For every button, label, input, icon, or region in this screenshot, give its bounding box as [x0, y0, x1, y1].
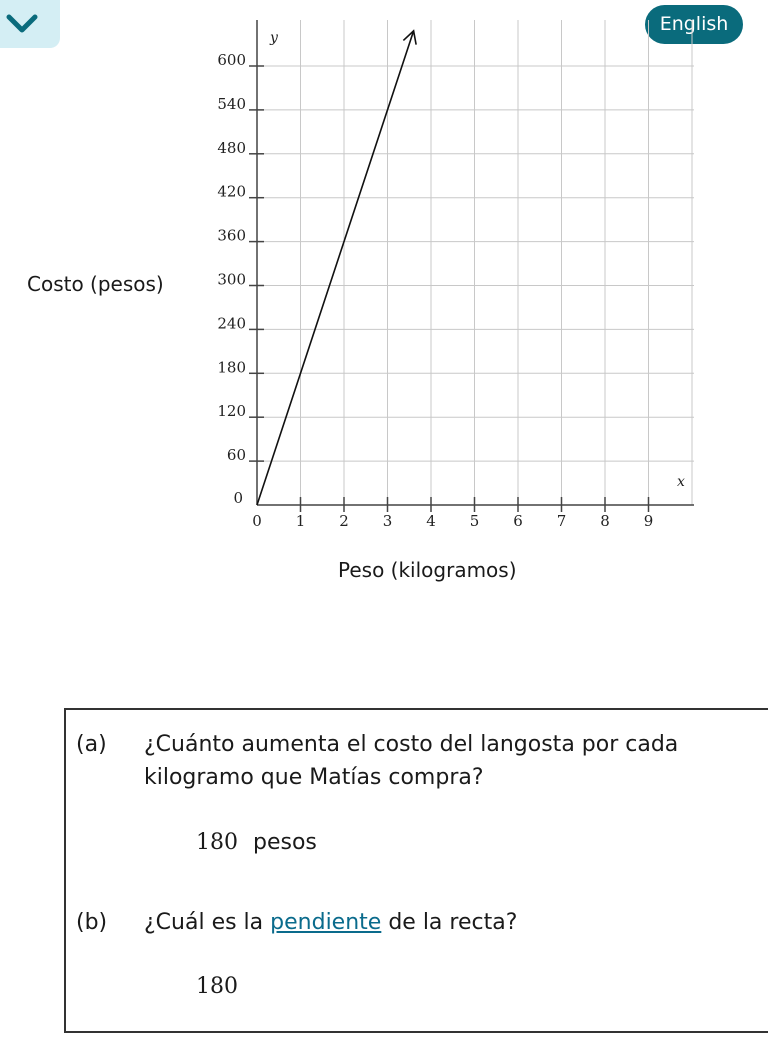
series-line — [257, 31, 414, 505]
chart-grid — [257, 20, 694, 505]
y-tick-label: 240 — [217, 314, 246, 333]
y-axis-variable: y — [270, 30, 278, 46]
chart-series — [257, 31, 416, 505]
y-tick-label: 420 — [217, 182, 246, 201]
x-tick-label: 1 — [295, 512, 306, 530]
question-b-text — [144, 906, 517, 939]
language-toggle-button[interactable]: English — [645, 5, 743, 44]
x-tick-label: 3 — [382, 512, 393, 530]
x-tick-label: 6 — [513, 512, 523, 530]
y-tick-label: 540 — [217, 94, 246, 113]
question-b-text-before: ¿Cuál es la — [144, 910, 271, 935]
y-tick-label: 480 — [217, 138, 246, 157]
answer-a — [196, 830, 317, 855]
x-tick-label: 5 — [469, 512, 480, 530]
chart-ticks — [217, 51, 653, 530]
x-axis-variable: x — [677, 474, 685, 490]
answer-a-value: 180 — [196, 830, 238, 855]
x-tick-label: 7 — [556, 512, 567, 530]
question-a-letter: (a) — [76, 732, 107, 757]
answer-b-value: 180 — [196, 974, 238, 999]
answer-b — [196, 974, 238, 999]
y-tick-label: 360 — [217, 226, 246, 245]
y-tick-label: 300 — [217, 270, 246, 289]
y-tick-label: 0 — [233, 489, 243, 507]
question-a-line1: ¿Cuánto aumenta el costo del langosta por cada — [144, 732, 679, 757]
y-tick-label: 60 — [226, 446, 246, 465]
question-b-text-after: de la recta? — [381, 910, 518, 935]
questions-panel — [64, 708, 768, 1033]
chart-axes — [257, 20, 694, 505]
y-tick-label: 120 — [217, 402, 246, 421]
x-axis-label: Peso (kilogramos) — [338, 558, 517, 582]
y-tick-label: 180 — [217, 358, 246, 377]
x-tick-label: 9 — [643, 512, 654, 530]
question-b-letter: (b) — [76, 910, 108, 935]
answer-a-unit: pesos — [253, 830, 317, 855]
x-tick-label: 0 — [252, 512, 262, 530]
y-tick-label: 600 — [217, 51, 246, 69]
x-tick-label: 2 — [339, 512, 349, 530]
x-tick-label: 8 — [600, 512, 610, 530]
y-axis-label: Costo (pesos) — [27, 272, 164, 296]
x-tick-label: 4 — [426, 512, 436, 530]
pendiente-link[interactable]: pendiente — [270, 910, 382, 935]
question-a-line2: kilogramo que Matías compra? — [144, 765, 484, 790]
